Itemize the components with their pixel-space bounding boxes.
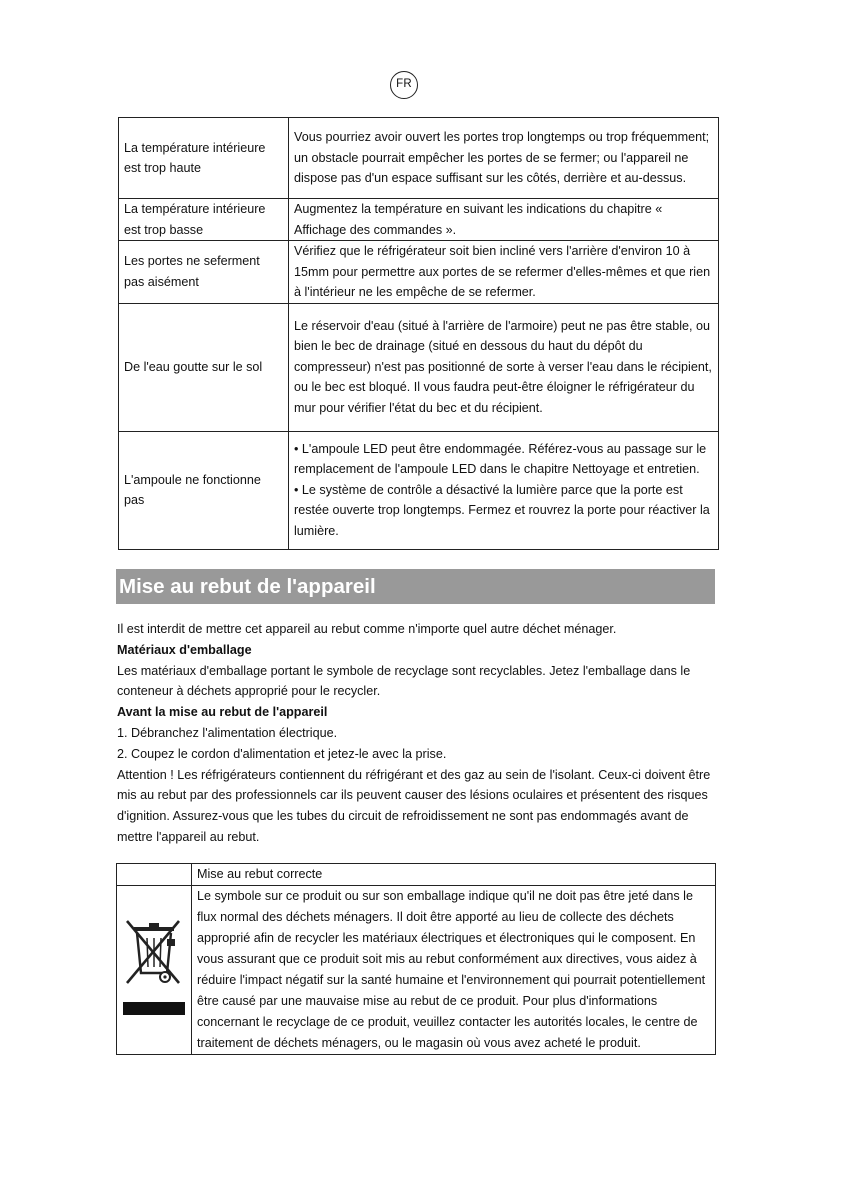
problem-cell: De l'eau goutte sur le sol [119,303,289,431]
solution-cell: Vérifiez que le réfrigérateur soit bien incliné vers l'arrière d'environ 10 à 15mm pour permettre aux portes de se refermer d'elles-mêmes et que rien à l'intérieur ne les empêche de se refermer. [289,241,719,304]
step-1: 1. Débranchez l'alimentation électrique. [117,725,338,740]
disposal-table [116,863,716,1055]
step-2: 2. Coupez le cordon d'alimentation et jetez-le avec la prise. [117,746,447,761]
disposal-header: Mise au rebut correcte [192,864,716,886]
solution-cell [289,431,719,549]
section-heading: Mise au rebut de l'appareil [116,569,715,604]
troubleshooting-table [118,117,719,550]
table-row [119,199,719,241]
table-row [119,241,719,304]
intro-text: Il est interdit de mettre cet appareil au rebut comme n'importe quel autre déchet ménager. [117,622,617,636]
packaging-heading: Matériaux d'emballage [117,642,252,657]
before-disposal-heading: Avant la mise au rebut de l'appareil [117,705,328,720]
problem-cell: La température intérieure est trop basse [119,199,289,241]
solution-bullet: • L'ampoule LED peut être endommagée. Référez-vous au passage sur le remplacement de l'ampoule LED dans le chapitre Nettoyage et entretien. [294,441,707,477]
problem-cell: L'ampoule ne fonctionne pas [119,431,289,549]
packaging-text: Les matériaux d'emballage portant le symbole de recyclage sont recyclables. Jetez l'emballage dans le conteneur à déchets approprié pour le recycler. [117,663,691,699]
icon-cell [117,886,192,1055]
solution-cell: Vous pourriez avoir ouvert les portes trop longtemps ou trop fréquemment; un obstacle pourrait empêcher les portes de se fermer; ou l'appareil ne dispose pas d'un espace suffisant sur les côtés, derrière et au-dessus. [289,118,719,199]
table-row [117,886,716,1055]
disposal-instructions [117,619,717,848]
crossed-out-wheelie-bin-icon [121,911,187,1030]
table-row [119,431,719,549]
table-row [119,118,719,199]
problem-cell: Les portes ne seferment pas aisément [119,241,289,304]
empty-header-cell [117,864,192,886]
problem-cell: La température intérieure est trop haute [119,118,289,199]
solution-bullet: • Le système de contrôle a désactivé la lumière parce que la porte est restée ouverte trop longtemps. Fermez et rouvrez la porte pour réactiver la lumière. [294,482,710,538]
solution-cell: Le réservoir d'eau (situé à l'arrière de l'armoire) peut ne pas être stable, ou bien le bec de drainage (situé en dessous du haut du dépôt du compresseur) n'est pas positionné de sorte à verser l'eau dans le récipient, ou le bec est bloqué. Il vous faudra peut-être éloigner le réfrigérateur du mur pour vérifier l'état du bec et du récipient. [289,303,719,431]
table-header-row [117,864,716,886]
table-row [119,303,719,431]
disposal-text: Le symbole sur ce produit ou sur son emballage indique qu'il ne doit pas être jeté dans le flux normal des déchets ménagers. Il doit être apporté au lieu de collecte des déchets approprié afin de recycler les matériaux électriques et électroniques qui le composent. En vous assurant que ce produit soit mis au rebut conformément aux directives, vous aidez à réduire l'impact négatif sur la santé humaine et l'environnement qui pourrait potentiellement être causé par une mauvaise mise au rebut de ce produit. Pour plus d'informations concernant le recyclage de ce produit, veuillez contacter les autorités locales, le centre de traitement de déchets ménagers, ou le magasin où vous avez acheté le produit. [192,886,716,1055]
warning-text: Attention ! Les réfrigérateurs contiennent du réfrigérant et des gaz au sein de l'isolant. Ceux-ci doivent être mis au rebut par des professionnels car ils peuvent causer des lésions oculaires et présentent des risques d'ignition. Assurez-vous que les tubes du circuit de refroidissement ne sont pas endommagés avant de mettre l'appareil au rebut. [117,767,711,844]
language-badge: FR [390,71,418,99]
solution-cell: Augmentez la température en suivant les indications du chapitre « Affichage des commandes ». [289,199,719,241]
